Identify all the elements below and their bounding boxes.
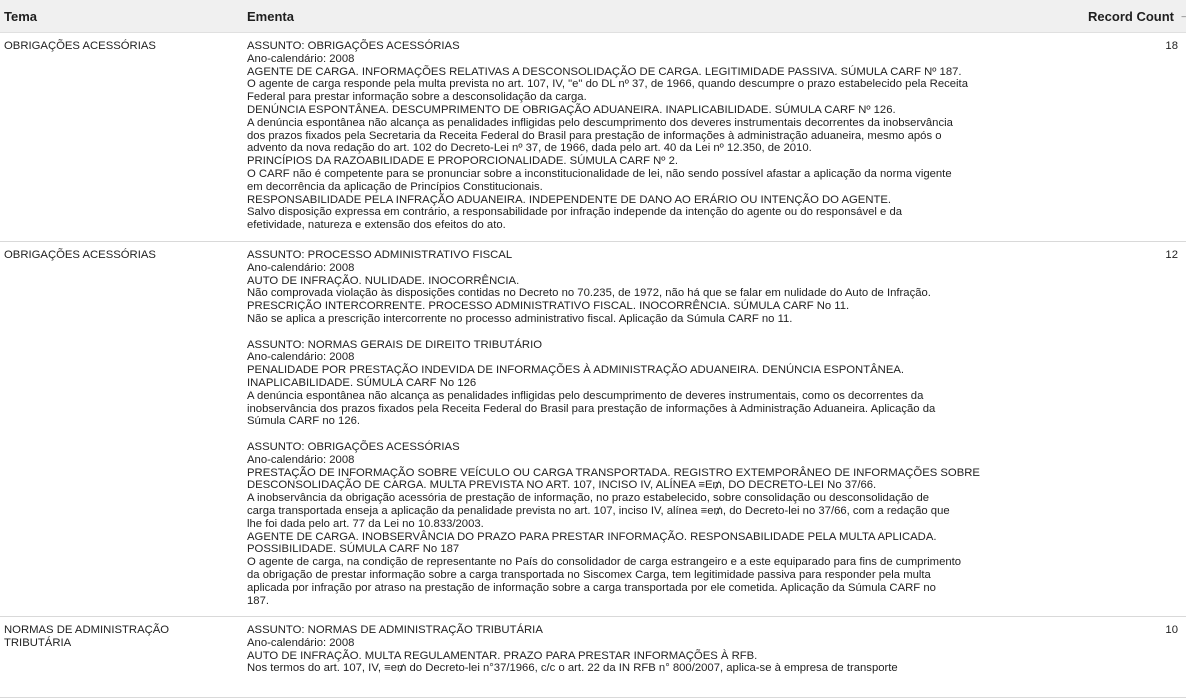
ementa-line: Ano-calendário: 2008 <box>247 52 355 65</box>
ementa-line: 187. <box>247 594 269 607</box>
record-count-cell: 12 <box>1165 249 1178 261</box>
ementa-line: DENÚNCIA ESPONTÂNEA. DESCUMPRIMENTO DE OBRIGAÇÃO ADUANEIRA. INAPLICABILIDADE. SÚMULA CARF Nº 126. <box>247 103 896 116</box>
ementa-line: PRESCRIÇÃO INTERCORRENTE. PROCESSO ADMINISTRATIVO FISCAL. INOCORRÊNCIA. SÚMULA CARF No 11. <box>247 300 850 313</box>
ementa-line: ASSUNTO: NORMAS GERAIS DE DIREITO TRIBUTÁRIO <box>247 338 543 351</box>
sort-descending-icon[interactable]: – <box>1181 11 1186 21</box>
ementa-line: AUTO DE INFRAÇÃO. MULTA REGULAMENTAR. PRAZO PARA PRESTAR INFORMAÇÕES À RFB. <box>247 649 758 662</box>
ementa-line: advento da nova redação do art. 102 do Decreto-Lei nº 37, de 1966, dada pelo art. 40 da Lei nº 12.350, de 2010. <box>247 142 812 155</box>
ementa-line <box>247 326 1059 339</box>
ementa-line <box>247 428 1059 441</box>
record-count-cell: 10 <box>1165 624 1178 636</box>
column-header-record-count-label: Record Count <box>1088 8 1174 24</box>
ementa-line: Ano-calendário: 2008 <box>247 261 355 274</box>
ementa-line: ASSUNTO: OBRIGAÇÕES ACESSÓRIAS <box>247 440 460 453</box>
ementa-line: PRINCÍPIOS DA RAZOABILIDADE E PROPORCIONALIDADE. SÚMULA CARF Nº 2. <box>247 155 678 168</box>
ementa-line: inobservância dos prazos fixados pela Receita Federal do Brasil para prestação de informações à Administração Aduaneira. Aplicação da <box>247 402 936 415</box>
ementa-line: AGENTE DE CARGA. INOBSERVÂNCIA DO PRAZO PARA PRESTAR INFORMAÇÃO. RESPONSABILIDADE PELA MULTA APLICADA. <box>247 530 937 543</box>
ementa-line: DESCONSOLIDAÇÃO DE CARGA. MULTA PREVISTA NO ART. 107, INCISO IV, ALÍNEA ≡E₥, DO DECRETO-LEI No 37/66. <box>247 479 877 492</box>
ementa-line: PENALIDADE POR PRESTAÇÃO INDEVIDA DE INFORMAÇÕES À ADMINISTRAÇÃO ADUANEIRA. DENÚNCIA ESPONTÂNEA. <box>247 364 905 377</box>
ementa-line: Salvo disposição expressa em contrário, a responsabilidade por infração independe da intenção do agente ou do responsável e da <box>247 206 903 219</box>
ementa-line: ASSUNTO: OBRIGAÇÕES ACESSÓRIAS <box>247 40 460 52</box>
ementa-line: lhe foi dada pelo art. 77 da Lei no 10.833/2003. <box>247 517 484 530</box>
ementa-line: carga transportada enseja a aplicação da penalidade prevista no art. 107, inciso IV, alínea ≡e₥, do Decreto-lei no 37/66, com a redação que <box>247 504 950 517</box>
tema-cell: OBRIGAÇÕES ACESSÓRIAS <box>4 249 156 261</box>
ementa-line: efetividade, natureza e extensão dos efeitos do ato. <box>247 219 506 232</box>
ementa-line: Ano-calendário: 2008 <box>247 351 355 364</box>
ementa-line: O agente de carga responde pela multa prevista no art. 107, IV, "e" do DL nº 37, de 1966, quando descumpre o prazo estabelecido pela Receita <box>247 78 968 91</box>
ementa-line: O agente de carga, na condição de representante no País do consolidador de carga estrangeiro e a este equiparado para fins de cumprimento <box>247 556 962 569</box>
ementa-line: A inobservância da obrigação acessória de prestação de informação, no prazo estabelecido, sobre consolidação ou desconsolidação de <box>247 492 930 505</box>
ementa-line: O CARF não é competente para se pronunciar sobre a inconstitucionalidade de lei, não sendo possível afastar a aplicação da norma vigente <box>247 167 952 180</box>
ementa-line: AUTO DE INFRAÇÃO. NULIDADE. INOCORRÊNCIA. <box>247 274 520 287</box>
ementa-line: Súmula CARF no 126. <box>247 415 361 428</box>
ementa-line: RESPONSABILIDADE PELA INFRAÇÃO ADUANEIRA. INDEPENDENTE DE DANO AO ERÁRIO OU INTENÇÃO DO AGENTE. <box>247 193 892 206</box>
ementa-line: Federal para prestar informação sobre a desconsolidação da carga. <box>247 91 587 104</box>
table-row[interactable] <box>0 33 1186 242</box>
ementa-line: aplicada por infração por atraso na prestação de informação sobre a carga transportada por ele cometida. Aplicação da Súmula CARF no <box>247 581 936 594</box>
tema-cell: OBRIGAÇÕES ACESSÓRIAS <box>4 40 156 52</box>
ementa-cell <box>243 617 1063 697</box>
ementa-line: INAPLICABILIDADE. SÚMULA CARF No 126 <box>247 376 477 389</box>
ementa-line: Ano-calendário: 2008 <box>247 453 355 466</box>
table-row[interactable] <box>0 242 1186 617</box>
table-body <box>0 33 1186 698</box>
ementa-line: A denúncia espontânea não alcança as penalidades infligidas pelo descumprimento de deveres instrumentais, como os decorrentes da <box>247 389 924 402</box>
column-header-record-count[interactable] <box>1063 9 1186 24</box>
record-count-cell: 18 <box>1165 40 1178 52</box>
ementa-line: ASSUNTO: PROCESSO ADMINISTRATIVO FISCAL <box>247 249 513 261</box>
column-header-ementa[interactable]: Ementa <box>247 8 294 24</box>
ementa-line: AGENTE DE CARGA. INFORMAÇÕES RELATIVAS A DESCONSOLIDAÇÃO DE CARGA. LEGITIMIDADE PASSIVA. SÚMULA CARF Nº 187. <box>247 65 962 78</box>
ementa-cell <box>243 242 1063 616</box>
ementa-line: Não se aplica a prescrição intercorrente no processo administrativo fiscal. Aplicação da Súmula CARF no 11. <box>247 312 793 325</box>
ementa-line: ASSUNTO: NORMAS DE ADMINISTRAÇÃO TRIBUTÁRIA <box>247 624 543 636</box>
ementa-line: Não comprovada violação às disposições contidas no Decreto no 70.235, de 1972, não há que se falar em nulidade do Auto de Infração. <box>247 287 931 300</box>
ementa-cell <box>243 33 1063 241</box>
ementa-line: Nos termos do art. 107, IV, ≡e₥ do Decreto-lei n°37/1966, c/c o art. 22 da IN RFB n° 800/2007, aplica-se à empresa de transporte <box>247 662 898 675</box>
ementa-line: Ano-calendário: 2008 <box>247 636 355 649</box>
ementa-line: dos prazos fixados pela Secretaria da Receita Federal do Brasil para prestação de informações à administração aduaneira, mesmo após o <box>247 129 942 142</box>
ementa-line: da obrigação de prestar informação sobre a carga transportada no Siscomex Carga, tem legitimidade passiva para responder pela multa <box>247 568 931 581</box>
table-row[interactable] <box>0 617 1186 698</box>
table-header <box>0 0 1186 33</box>
tema-cell: NORMAS DE ADMINISTRAÇÃO TRIBUTÁRIA <box>4 624 170 649</box>
ementa-line: em decorrência da aplicação de Princípios Constitucionais. <box>247 180 543 193</box>
ementa-line: POSSIBILIDADE. SÚMULA CARF No 187 <box>247 543 460 556</box>
ementa-line: PRESTAÇÃO DE INFORMAÇÃO SOBRE VEÍCULO OU CARGA TRANSPORTADA. REGISTRO EXTEMPORÂNEO DE INFORMAÇÕES SOBRE <box>247 466 980 479</box>
ementa-line: A denúncia espontânea não alcança as penalidades infligidas pelo descumprimento dos deveres instrumentais decorrentes da inobservância <box>247 116 953 129</box>
column-header-tema[interactable]: Tema <box>4 8 37 24</box>
